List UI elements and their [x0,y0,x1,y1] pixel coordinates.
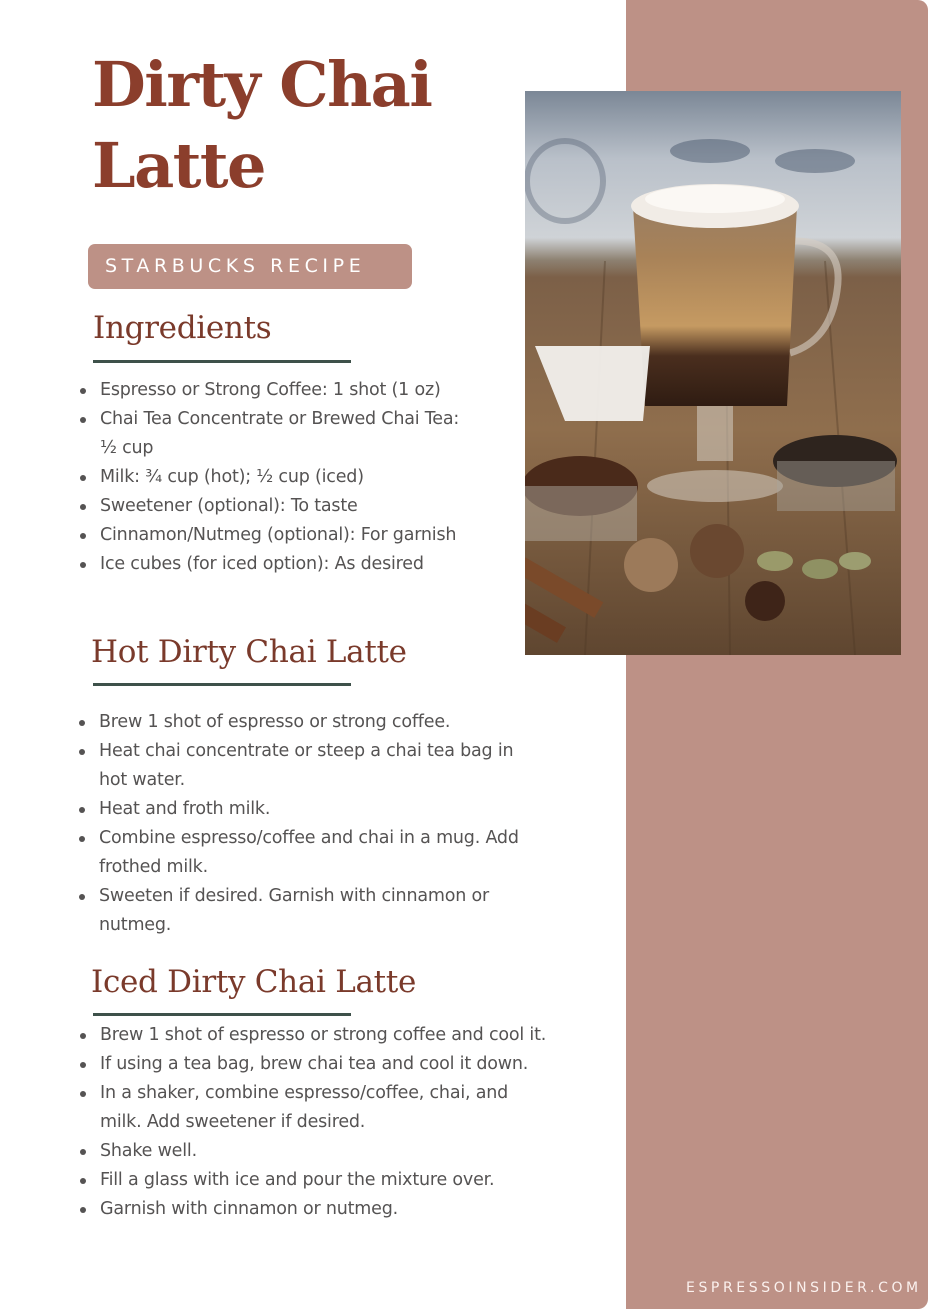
list-item: Espresso or Strong Coffee: 1 shot (1 oz) [74,376,474,405]
latte-photo [525,91,901,655]
iced-recipe-heading: Iced Dirty Chai Latte [91,964,417,1000]
list-item: Heat chai concentrate or steep a chai tea bag in hot water. [73,737,543,795]
list-item: Ice cubes (for iced option): As desired [74,550,474,579]
list-item: Sweeten if desired. Garnish with cinnamon or nutmeg. [73,882,543,940]
list-item: In a shaker, combine espresso/coffee, chai, and milk. Add sweetener if desired. [74,1079,554,1137]
hot-recipe-underline [93,683,351,686]
ingredients-heading: Ingredients [93,310,272,346]
list-item: Cinnamon/Nutmeg (optional): For garnish [74,521,474,550]
list-item: Garnish with cinnamon or nutmeg. [74,1195,554,1224]
recipe-source-badge: STARBUCKS RECIPE [88,244,412,289]
page-title: Dirty Chai Latte [92,48,432,202]
list-item: Brew 1 shot of espresso or strong coffee and cool it. [74,1021,554,1050]
ingredients-list [74,376,474,579]
ingredients-underline [93,360,351,363]
list-item: If using a tea bag, brew chai tea and cool it down. [74,1050,554,1079]
list-item: Sweetener (optional): To taste [74,492,474,521]
list-item: Heat and froth milk. [73,795,543,824]
list-item: Milk: ¾ cup (hot); ½ cup (iced) [74,463,474,492]
hot-recipe-heading: Hot Dirty Chai Latte [91,634,407,670]
list-item: Shake well. [74,1137,554,1166]
footer-website-url: ESPRESSOINSIDER.COM [686,1280,922,1296]
iced-recipe-underline [93,1013,351,1016]
list-item: Combine espresso/coffee and chai in a mug. Add frothed milk. [73,824,543,882]
iced-steps-list [74,1021,554,1224]
list-item: Fill a glass with ice and pour the mixture over. [74,1166,554,1195]
list-item: Chai Tea Concentrate or Brewed Chai Tea: ½ cup [74,405,474,463]
list-item: Brew 1 shot of espresso or strong coffee. [73,708,543,737]
hot-steps-list [73,708,543,940]
